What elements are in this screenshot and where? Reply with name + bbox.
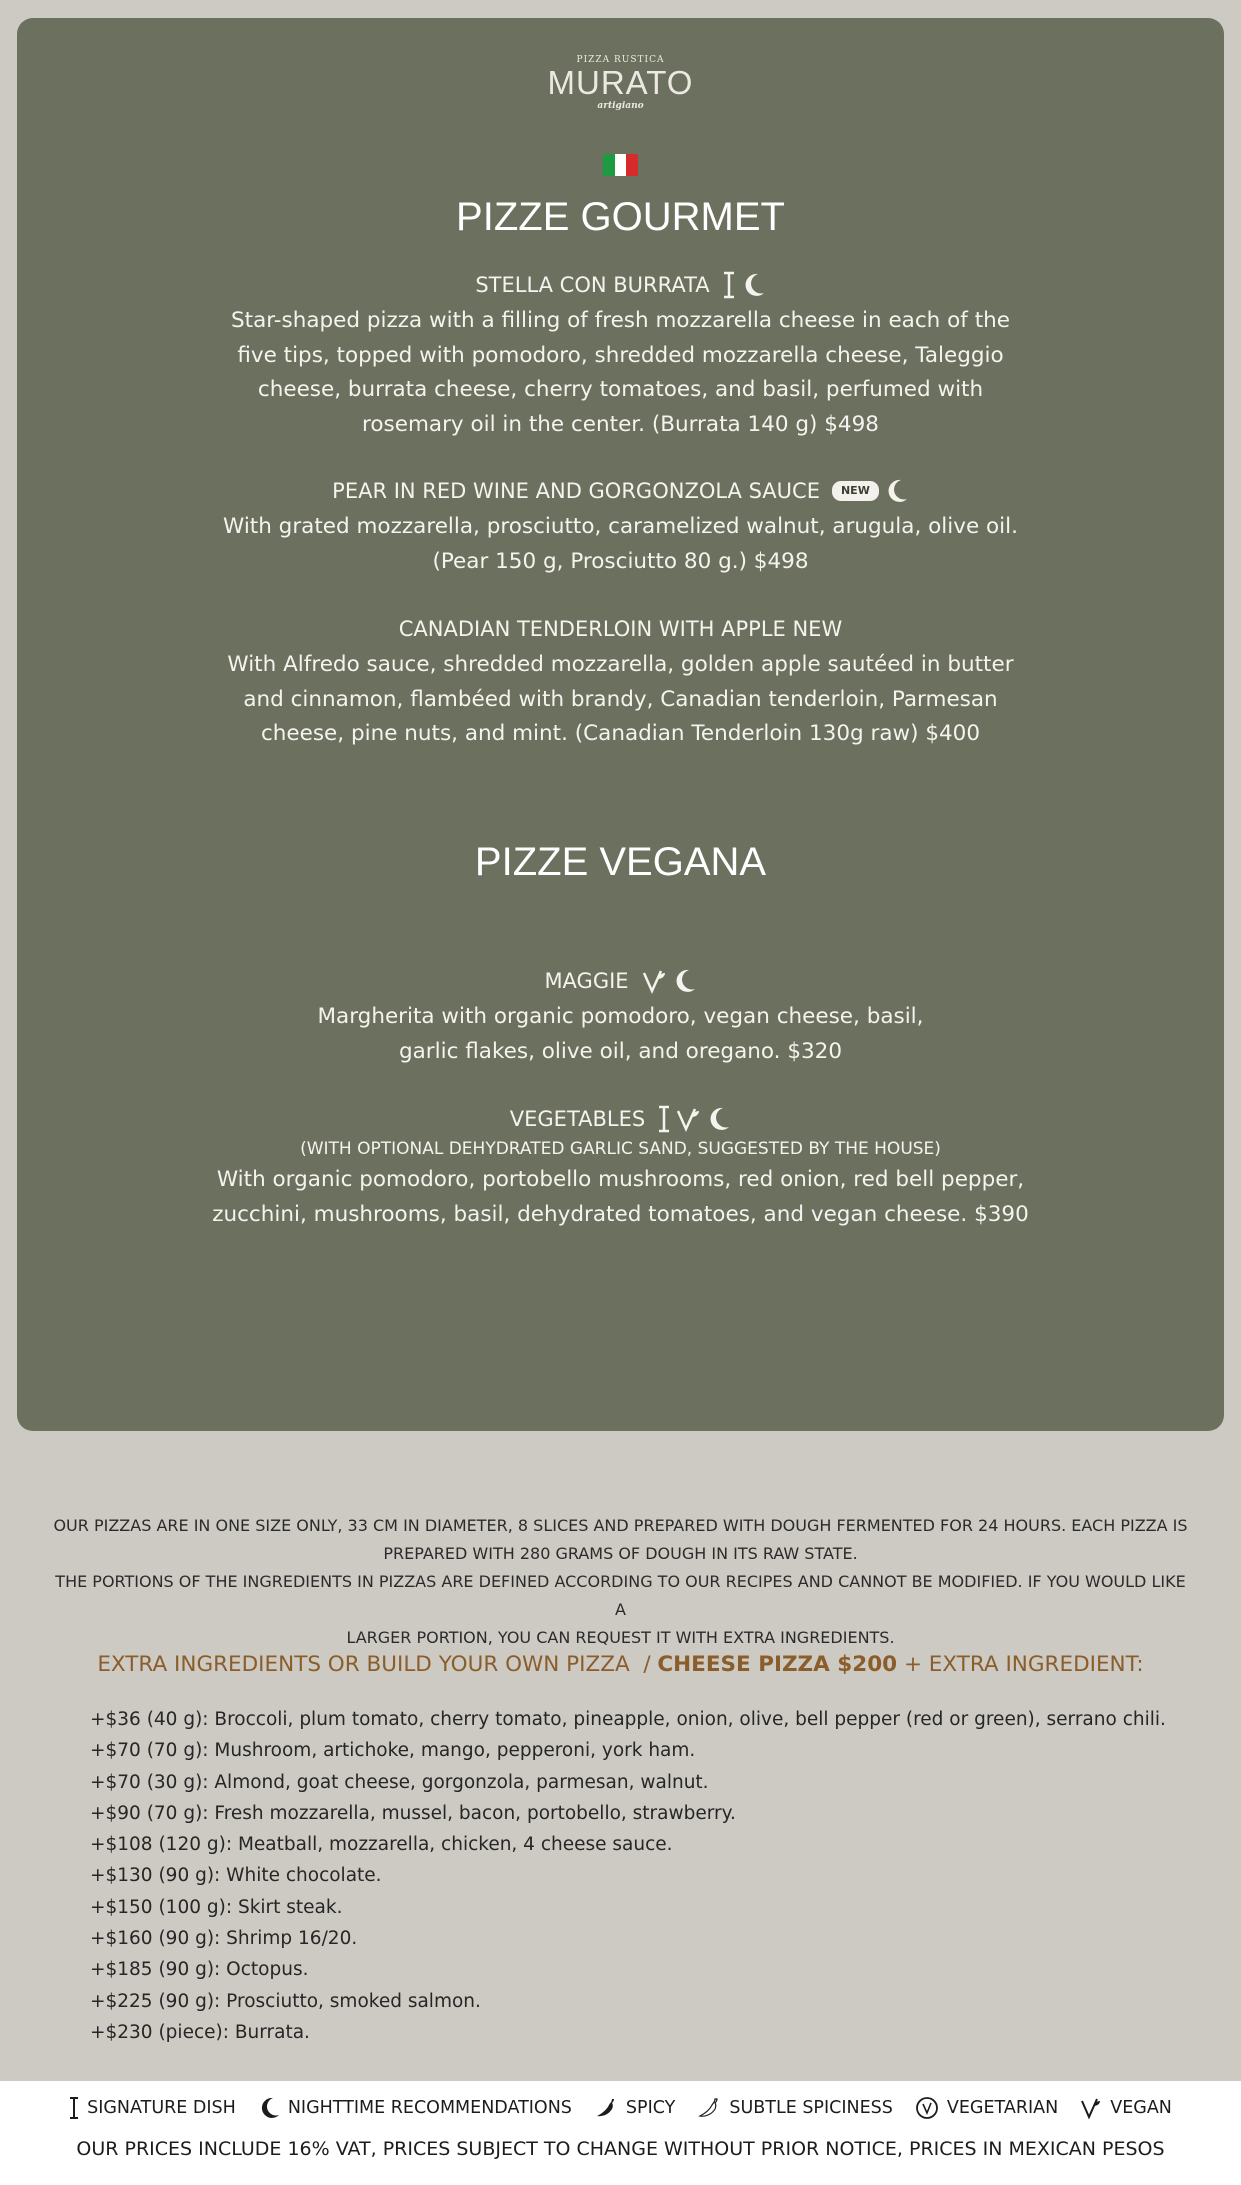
dish-name: STELLA CON BURRATA — [0, 270, 1241, 300]
legend-bar — [0, 2081, 1241, 2185]
list-item: +$185 (90 g): Octopus. — [90, 1959, 309, 1981]
legend-item: VEGAN — [1080, 2095, 1172, 2121]
section-title-gourmet: PIZZE GOURMET — [456, 195, 785, 239]
prices-note: OUR PRICES INCLUDE 16% VAT, PRICES SUBJECT TO CHANGE WITHOUT PRIOR NOTICE, PRICES IN MEXICAN PESOS — [76, 2138, 1165, 2160]
brand-logo — [0, 55, 1241, 111]
dish-name: MAGGIE — [0, 966, 1241, 996]
list-item: +$225 (90 g): Prosciutto, smoked salmon. — [90, 1990, 481, 2012]
legend-item: VEGETARIAN — [915, 2095, 1058, 2121]
dish-note: (WITH OPTIONAL DEHYDRATED GARLIC SAND, SUGGESTED BY THE HOUSE) — [300, 1139, 941, 1159]
dish-description: With Alfredo sauce, shredded mozzarella, golden apple sautéed in butter and cinnamon, flambéed with brandy, Canadian tenderloin, Parmesan cheese, pine nuts, and mint. (Canadian Tenderloin 130g raw) $400 — [227, 652, 1014, 746]
legend-item: SIGNATURE DISH — [69, 2095, 236, 2121]
chili-outline-icon — [697, 2096, 721, 2120]
dish-name: VEGETABLES — [0, 1104, 1241, 1134]
list-item: +$230 (piece): Burrata. — [90, 2021, 310, 2043]
legend — [0, 2095, 1241, 2121]
legend-item: SUBTLE SPICINESS — [697, 2095, 893, 2121]
list-item: +$70 (30 g): Almond, goat cheese, gorgonzola, parmesan, walnut. — [90, 1771, 709, 1793]
moon-icon — [705, 1105, 731, 1133]
dish-description: Star-shaped pizza with a filling of fresh mozzarella cheese in each of the five tips, topped with pomodoro, shredded mozzarella cheese, Taleggio cheese, burrata cheese, cherry tomatoes, and basil, perfumed with rosemary oil in the center. (Burrata 140 g) $498 — [231, 308, 1010, 437]
vegan-icon — [1080, 2096, 1102, 2120]
legend-item: NIGHTTIME RECOMMENDATIONS — [258, 2095, 572, 2121]
extras-title: EXTRA INGREDIENTS OR BUILD YOUR OWN PIZZA / CHEESE PIZZA $200 + EXTRA INGREDIENT: — [97, 1652, 1144, 1677]
list-item: +$90 (70 g): Fresh mozzarella, mussel, bacon, portobello, strawberry. — [90, 1802, 736, 1824]
moon-icon — [740, 271, 766, 299]
list-item: +$36 (40 g): Broccoli, plum tomato, cherry tomato, pineapple, onion, olive, bell pepper (red or green), serrano chili. — [90, 1709, 1166, 1730]
dish-description: With grated mozzarella, prosciutto, caramelized walnut, arugula, olive oil. (Pear 150 g, Prosciutto 80 g.) $498 — [223, 514, 1018, 574]
new-badge: NEW — [832, 481, 879, 501]
legend-item: SPICY — [594, 2095, 675, 2121]
vegetarian-icon — [915, 2096, 939, 2120]
list-item: +$108 (120 g): Meatball, mozzarella, chicken, 4 cheese sauce. — [90, 1834, 673, 1856]
moon-icon — [883, 477, 909, 505]
vegan-icon — [641, 967, 667, 995]
pizza-info: OUR PIZZAS ARE IN ONE SIZE ONLY, 33 CM IN DIAMETER, 8 SLICES AND PREPARED WITH DOUGH FERMENTED FOR 24 HOURS. EACH PIZZA IS PREPARED WITH 280 GRAMS OF DOUGH IN ITS RAW STATE. THE PORTIONS OF THE INGREDIENTS IN PIZZAS ARE DEFINED ACCORDING TO OUR RECIPES AND CANNOT BE MODIFIED. IF YOU WOULD LIKE A LARGER PORTION, YOU CAN REQUEST IT WITH EXTRA INGREDIENTS. — [53, 1516, 1188, 1647]
dish-name: PEAR IN RED WINE AND GORGONZOLA SAUCE NEW — [0, 476, 1241, 506]
dish-name: CANADIAN TENDERLOIN WITH APPLE NEW — [398, 617, 843, 641]
vegan-icon — [675, 1105, 701, 1133]
list-item: +$160 (90 g): Shrimp 16/20. — [90, 1928, 358, 1950]
chili-icon — [594, 2096, 618, 2120]
moon-icon — [258, 2096, 280, 2120]
dish-description: With organic pomodoro, portobello mushrooms, red onion, red bell pepper, zucchini, mushrooms, basil, dehydrated tomatoes, and vegan cheese. $390 — [212, 1167, 1029, 1227]
brand-top: PIZZA RUSTICA — [576, 55, 665, 65]
section-title-vegana: PIZZE VEGANA — [474, 840, 767, 884]
list-item: +$130 (90 g): White chocolate. — [90, 1865, 382, 1887]
signature-icon — [722, 271, 736, 299]
brand-sub: artigiano — [597, 101, 644, 111]
list-item: +$150 (100 g): Skirt steak. — [90, 1896, 343, 1918]
extras-list — [90, 1704, 1190, 2048]
dish-description: Margherita with organic pomodoro, vegan cheese, basil, garlic flakes, olive oil, and oregano. $320 — [317, 1004, 924, 1064]
signature-icon — [69, 2096, 79, 2120]
signature-icon — [657, 1105, 671, 1133]
moon-icon — [671, 967, 697, 995]
brand-name: MURATO — [547, 64, 694, 101]
list-item: +$70 (70 g): Mushroom, artichoke, mango, pepperoni, york ham. — [90, 1740, 696, 1762]
italy-flag-icon — [603, 154, 638, 176]
